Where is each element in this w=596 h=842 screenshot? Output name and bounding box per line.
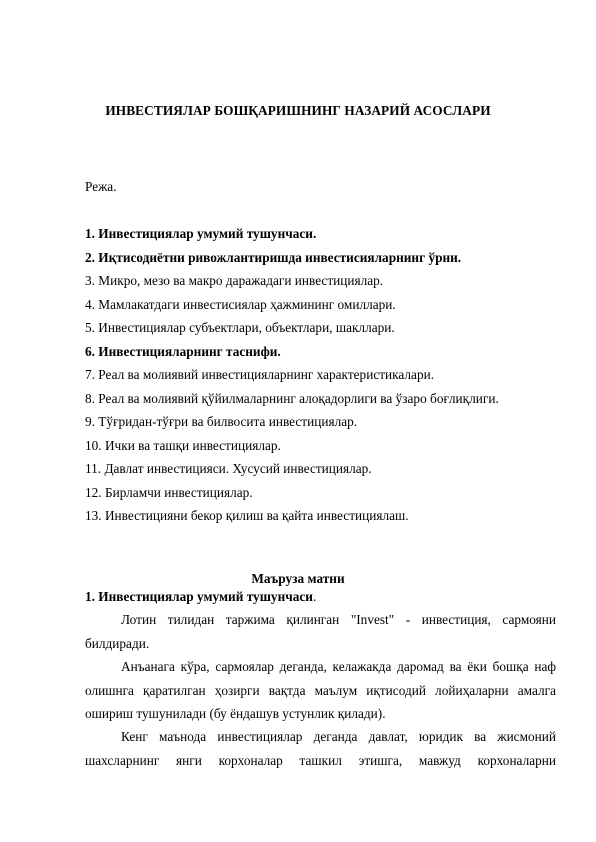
paragraph: Анъанага кўра, сармоялар деганда, келажакда даромад ва ёки бошқа наф олишнга қаратилган ҳозирги вақтда маълум иқтисодий лойиҳаларни амалга ошириш тушунилади (бу ёндашув устунлик қилади). bbox=[85, 659, 556, 722]
plan-item: 12. Бирламчи инвестициялар. bbox=[85, 484, 253, 500]
plan-item: 8. Реал ва молиявий қўйилмаларнинг алоқадорлиги ва ўзаро боғлиқлиги. bbox=[85, 390, 499, 406]
plan-item: 11. Давлат инвестицияси. Хусусий инвестициялар. bbox=[85, 461, 372, 476]
plan-list bbox=[85, 222, 555, 528]
plan-item: 7. Реал ва молиявий инвестицияларнинг характеристикалари. bbox=[85, 367, 435, 382]
plan-item: 6. Инвестицияларнинг таснифи. bbox=[85, 343, 281, 359]
paragraph: Лотин тилидан таржима қилинган "Invest" - инвестиция, сармояни билдиради. bbox=[85, 612, 556, 651]
paragraph: Кенг маънода инвестициялар деганда давлат, юридик ва жисмоний шахсларнинг янги корхоналар ташкил этишга, мавжуд корхоналарни bbox=[85, 729, 556, 768]
plan-item: 9. Тўғридан-тўғри ва билвосита инвестициялар. bbox=[85, 414, 358, 429]
plan-label: Режа. bbox=[85, 179, 117, 194]
section-title-text: 1. Инвестициялар умумий тушунчаси bbox=[85, 589, 313, 604]
plan-item: 5. Инвестициялар субъектлари, объектлари, шакллари. bbox=[85, 320, 395, 335]
plan-item: 4. Мамлакатдаги инвестисиялар ҳажмининг омиллари. bbox=[85, 296, 396, 312]
document-title: ИНВЕСТИЯЛАР БОШҚАРИШНИНГ НАЗАРИЙ АСОСЛАРИ bbox=[105, 103, 491, 118]
plan-item: 3. Микро, мезо ва макро даражадаги инвестициялар. bbox=[85, 273, 384, 288]
plan-item: 10. Ички ва ташқи инвестициялар. bbox=[85, 437, 281, 453]
lecture-body bbox=[85, 585, 556, 772]
plan-item: 1. Инвестициялар умумий тушунчаси. bbox=[85, 226, 317, 241]
plan-item: 13. Инвестицияни бекор қилиш ва қайта инвестициялаш. bbox=[85, 508, 409, 523]
section-title-dot: . bbox=[312, 589, 317, 604]
section-title bbox=[85, 585, 556, 608]
lecture-heading: Маъруза матни bbox=[251, 571, 345, 586]
plan-item: 2. Иқтисодиётни ривожлантиришда инвестисияларнинг ўрни. bbox=[85, 249, 462, 265]
